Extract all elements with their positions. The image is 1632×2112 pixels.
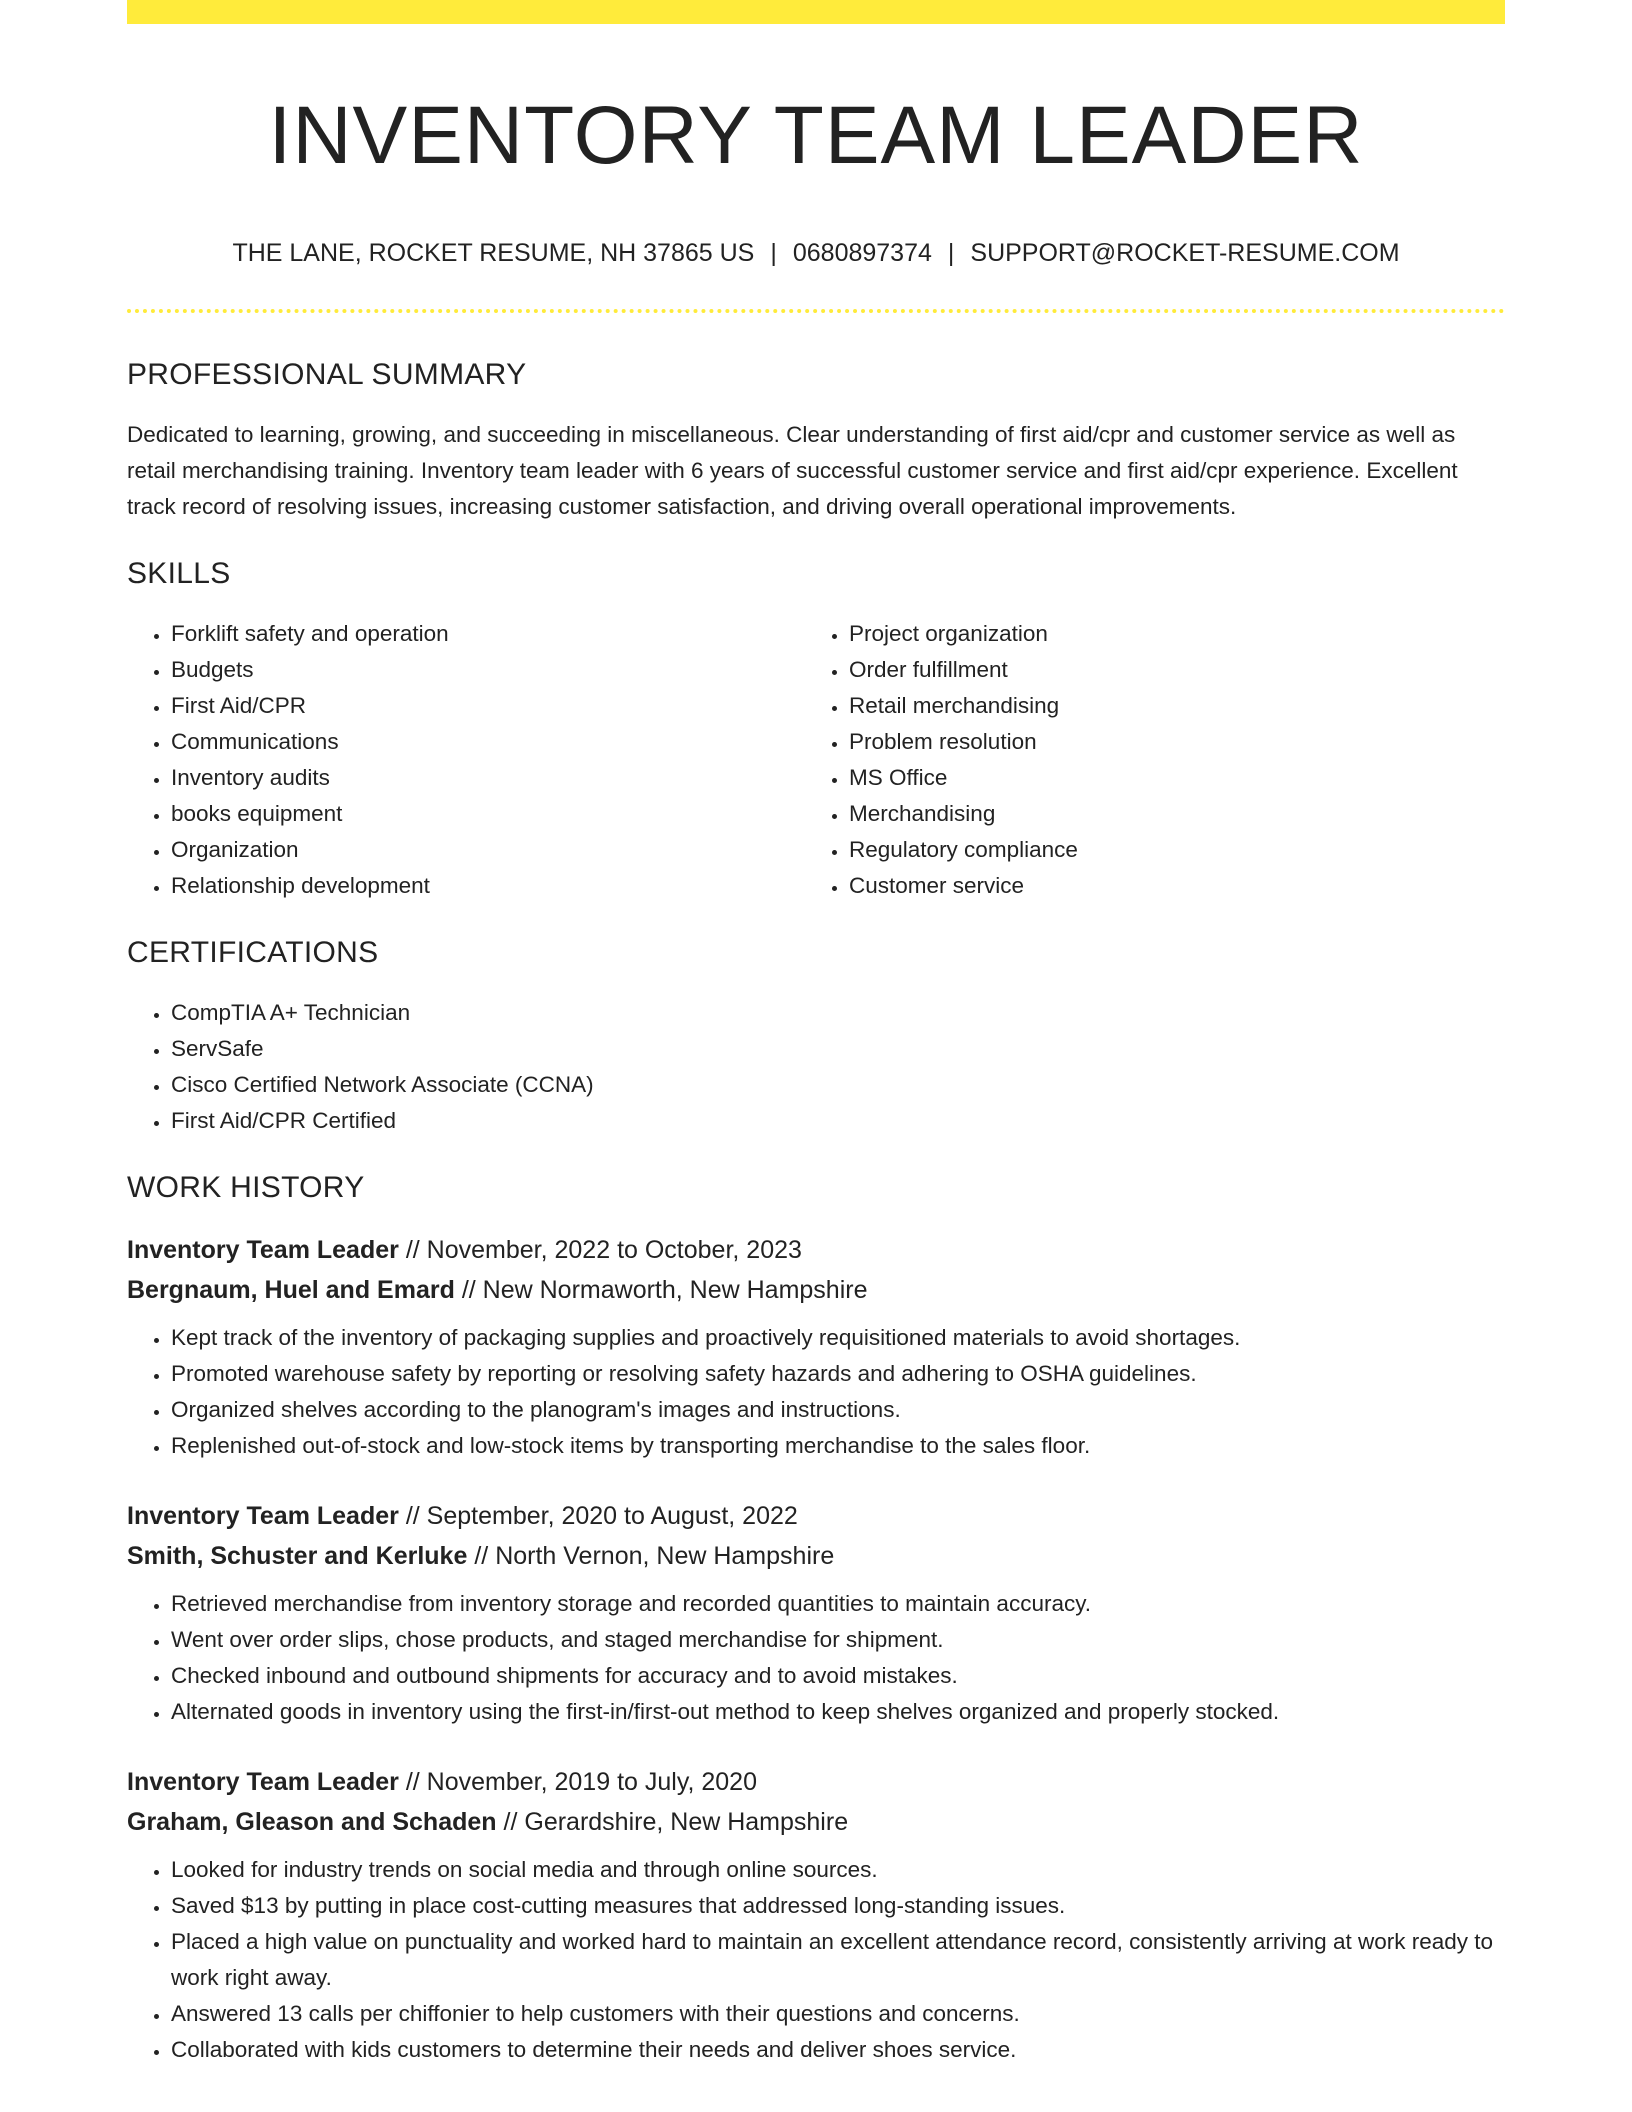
skills-heading: SKILLS [127,557,231,590]
job-bullet: • Placed a high value on punctuality and worked hard to maintain an excellent attendance record, consistently arriving at work ready to work right away. [171,1924,1505,1996]
job-location: North Vernon, New Hampshire [495,1542,835,1570]
job-divider: // [405,1236,420,1264]
job-entry [127,1496,1505,1730]
certifications-list [127,995,1505,1139]
skills-columns [127,616,1505,904]
job-dates: November, 2022 to October, 2023 [426,1236,802,1264]
skill-item: • Communications [171,724,805,760]
job-bullet: • Answered 13 calls per chiffonier to help customers with their questions and concerns. [171,1996,1505,2032]
skill-item: • Regulatory compliance [849,832,1483,868]
skill-item: • Merchandising [849,796,1483,832]
certification-item: • First Aid/CPR Certified [171,1103,1505,1139]
dotted-divider [127,309,1505,313]
skill-item: • Retail merchandising [849,688,1483,724]
job-title-line [127,1230,1505,1270]
skill-item: • Customer service [849,868,1483,904]
resume-name: INVENTORY TEAM LEADER [268,90,1364,181]
skill-item: • Order fulfillment [849,652,1483,688]
summary-heading: PROFESSIONAL SUMMARY [127,358,527,391]
job-location: Gerardshire, New Hampshire [524,1808,849,1836]
job-role: Inventory Team Leader [127,1502,399,1530]
contact-separator: | [770,239,777,267]
skill-item: • Relationship development [171,868,805,904]
job-bullets [127,1586,1505,1730]
job-bullet: • Saved $13 by putting in place cost-cutting measures that addressed long-standing issues. [171,1888,1505,1924]
job-bullet: • Looked for industry trends on social media and through online sources. [171,1852,1505,1888]
certification-item: • Cisco Certified Network Associate (CCNA) [171,1067,1505,1103]
job-divider: // [474,1542,489,1570]
skill-item: • books equipment [171,796,805,832]
job-bullet: • Replenished out-of-stock and low-stock items by transporting merchandise to the sales floor. [171,1428,1505,1464]
job-bullets [127,1852,1505,2068]
job-bullet: • Retrieved merchandise from inventory storage and recorded quantities to maintain accuracy. [171,1586,1505,1622]
skill-item: • Budgets [171,652,805,688]
contact-separator: | [947,239,955,267]
contact-email: SUPPORT@ROCKET-RESUME.COM [970,239,1400,267]
job-company-line [127,1536,1505,1576]
summary-text: Dedicated to learning, growing, and succeeding in miscellaneous. Clear understanding of first aid/cpr and customer service as well as retail merchandising training. Inventory team leader with 6 years of successful customer service and first aid/cpr experience. Excellent track record of resolving issues, increasing customer satisfaction, and driving overall operational improvements. [127,422,1458,519]
job-bullet: • Checked inbound and outbound shipments for accuracy and to avoid mistakes. [171,1658,1505,1694]
job-divider: // [461,1276,476,1304]
job-bullet: • Organized shelves according to the planogram's images and instructions. [171,1392,1505,1428]
job-role: Inventory Team Leader [127,1236,399,1264]
job-location: New Normaworth, New Hampshire [482,1276,868,1304]
skill-item: • Problem resolution [849,724,1483,760]
job-dates: September, 2020 to August, 2022 [426,1502,798,1530]
skill-item: • Inventory audits [171,760,805,796]
job-company: Graham, Gleason and Schaden [127,1808,497,1836]
job-divider: // [503,1808,518,1836]
skill-item: • Project organization [849,616,1483,652]
job-company: Bergnaum, Huel and Emard [127,1276,455,1304]
job-dates: November, 2019 to July, 2020 [426,1768,757,1796]
job-title-line [127,1496,1505,1536]
job-company-line [127,1802,1505,1842]
skill-item: • Organization [171,832,805,868]
skills-list-right [805,616,1483,904]
job-bullet: • Collaborated with kids customers to determine their needs and deliver shoes service. [171,2032,1505,2068]
contact-phone: 0680897374 [792,239,932,267]
certifications-heading: CERTIFICATIONS [127,936,379,969]
skill-item: • MS Office [849,760,1483,796]
job-bullet: • Promoted warehouse safety by reporting or resolving safety hazards and adhering to OSHA guidelines. [171,1356,1505,1392]
job-title-line [127,1762,1505,1802]
skill-item: • Forklift safety and operation [171,616,805,652]
skill-item: • First Aid/CPR [171,688,805,724]
job-entry [127,1762,1505,2068]
job-bullet: • Went over order slips, chose products, and staged merchandise for shipment. [171,1622,1505,1658]
job-bullet: • Alternated goods in inventory using the first-in/first-out method to keep shelves organized and properly stocked. [171,1694,1505,1730]
contact-line [127,236,1505,270]
certification-item: • CompTIA A+ Technician [171,995,1505,1031]
job-role: Inventory Team Leader [127,1768,399,1796]
work-history-heading: WORK HISTORY [127,1171,365,1204]
resume-page [127,0,1505,2068]
job-company-line [127,1270,1505,1310]
job-bullet: • Kept track of the inventory of packaging supplies and proactively requisitioned materials to avoid shortages. [171,1320,1505,1356]
accent-top-bar [127,0,1505,24]
certification-item: • ServSafe [171,1031,1505,1067]
contact-address: THE LANE, ROCKET RESUME, NH 37865 US [232,239,755,267]
job-company: Smith, Schuster and Kerluke [127,1542,468,1570]
job-divider: // [405,1502,420,1530]
job-entry [127,1230,1505,1464]
job-divider: // [405,1768,420,1796]
job-bullets [127,1320,1505,1464]
skills-list-left [127,616,805,904]
